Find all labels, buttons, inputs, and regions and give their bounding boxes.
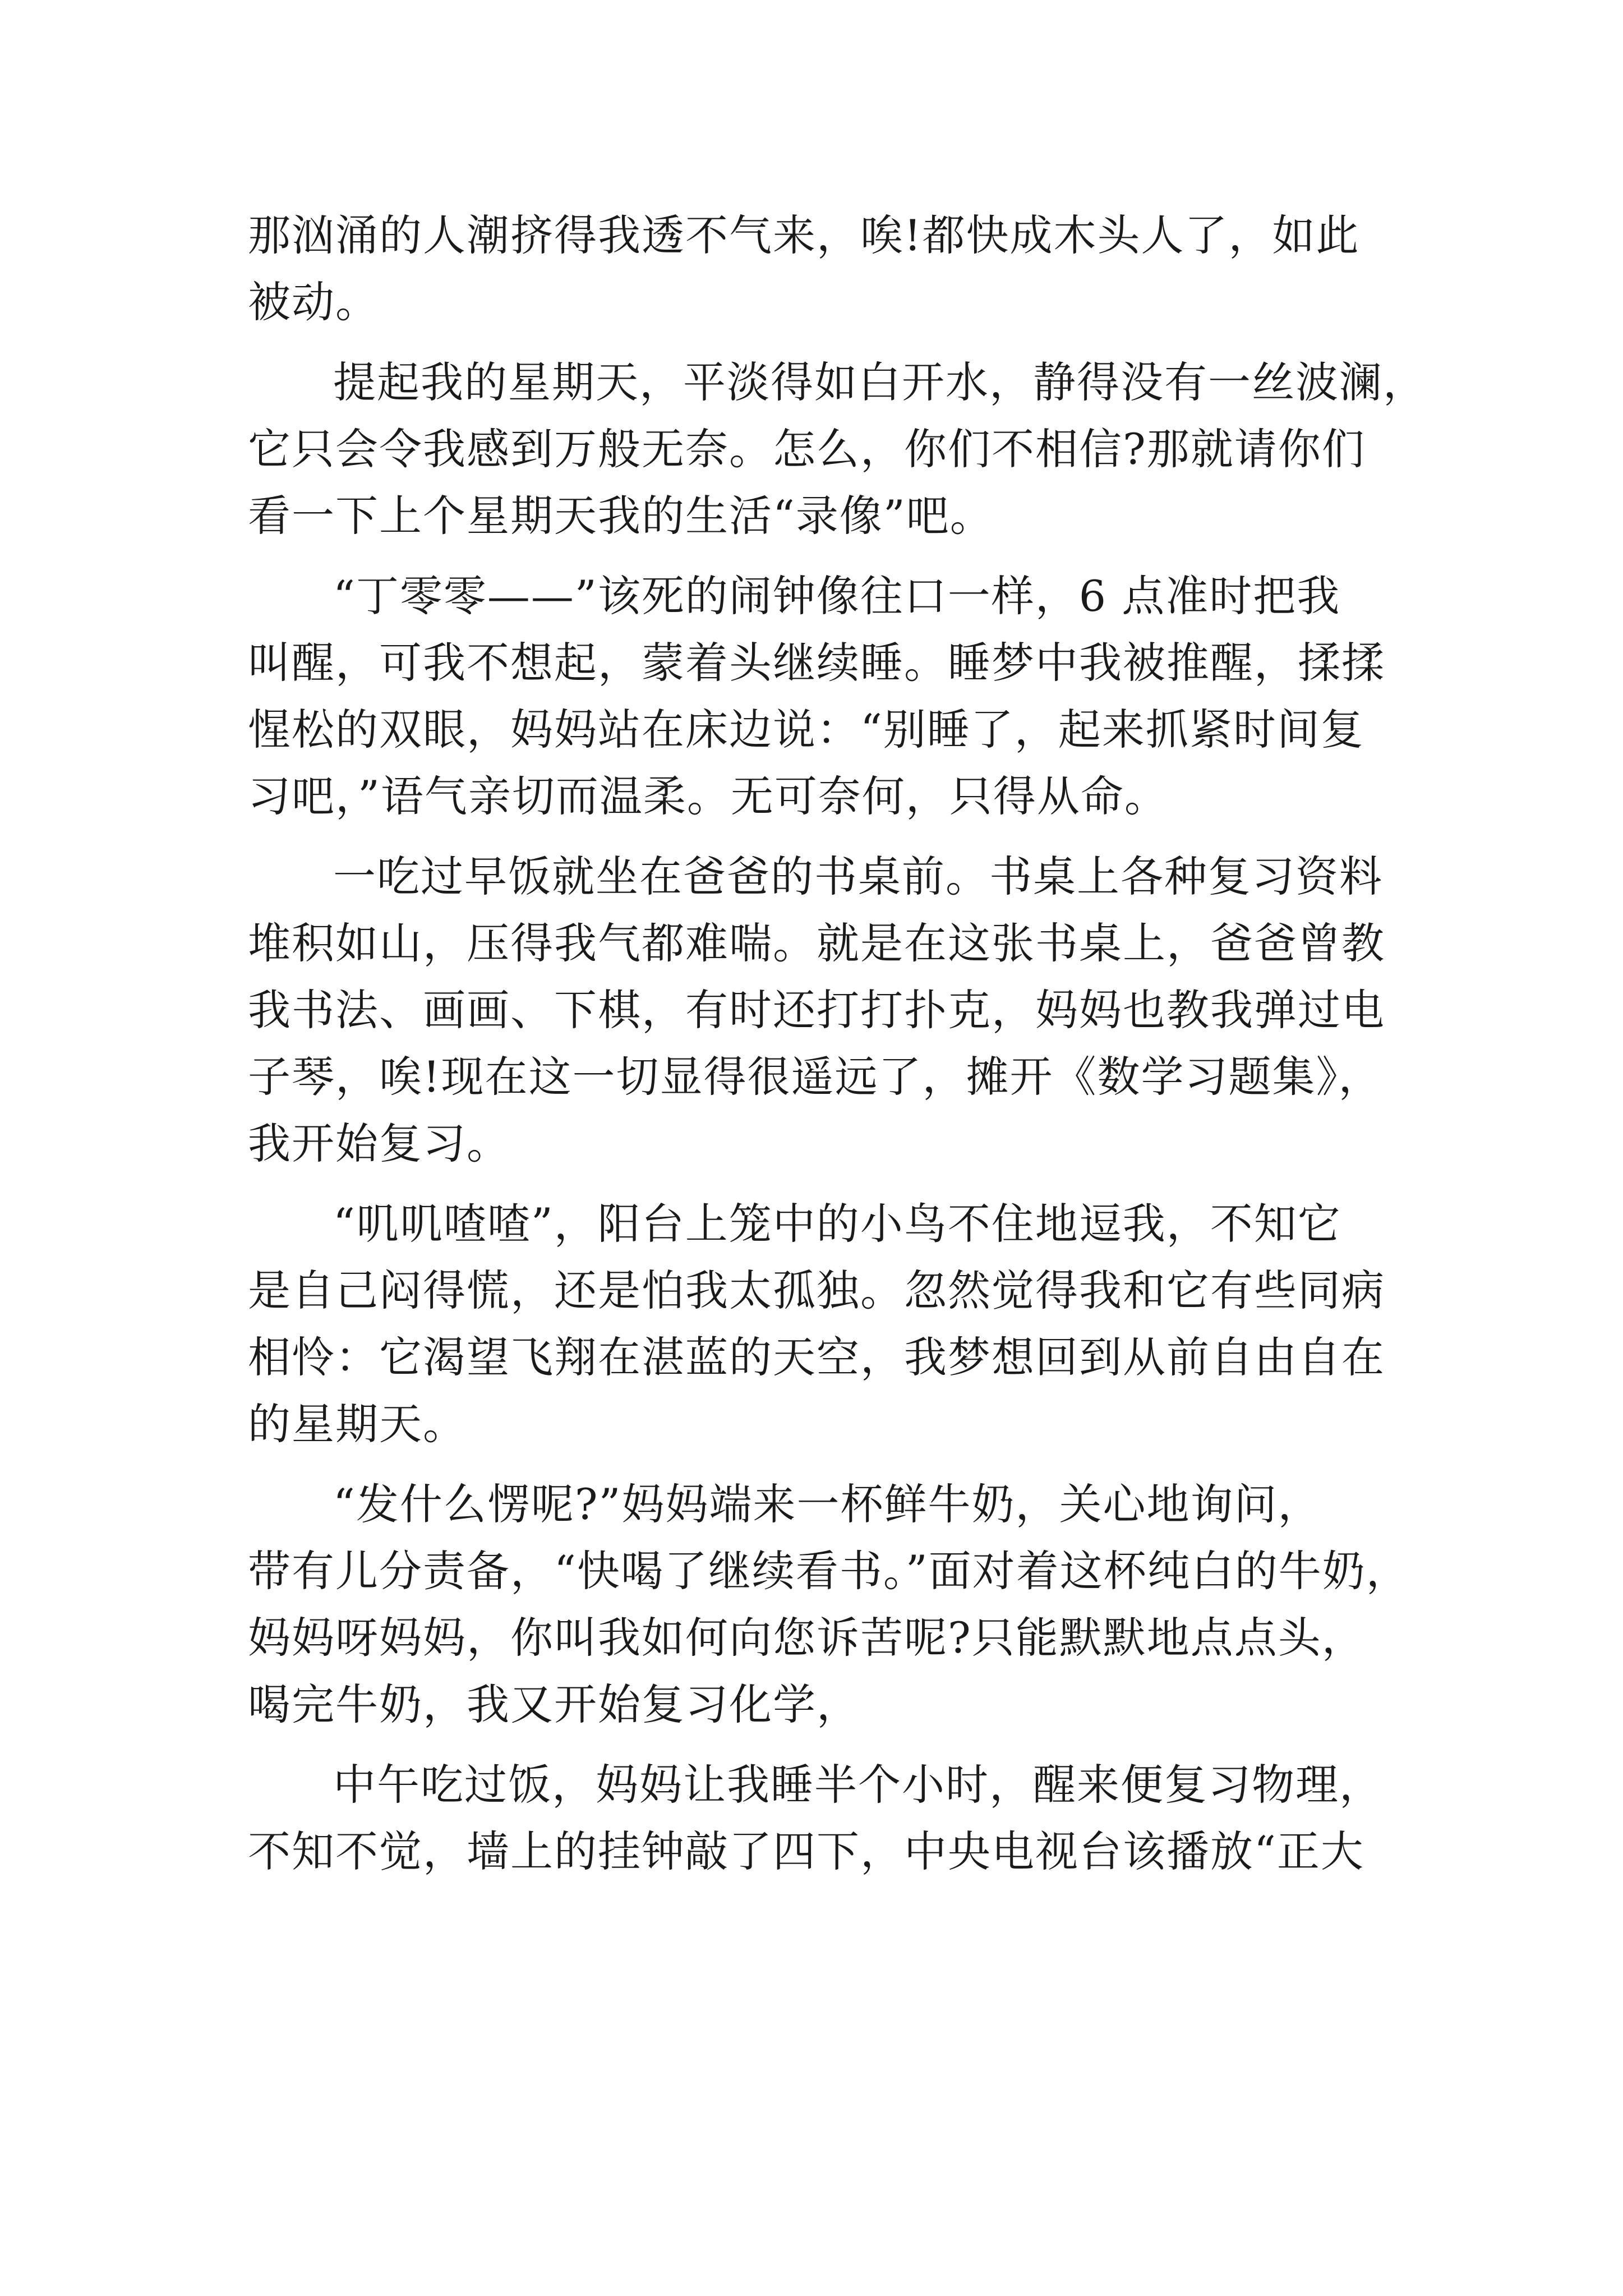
text-line: 我开始复习。 xyxy=(248,1119,510,1168)
text-line: 妈妈呀妈妈，你叫我如何向您诉苦呢?只能默默地点点头， xyxy=(248,1613,1366,1663)
text-line: 提起我的星期天，平淡得如白开水，静得没有一丝波澜， xyxy=(333,357,1427,407)
text-line: 我书法、画画、下棋，有时还打打扑克，妈妈也教我弹过电 xyxy=(248,985,1385,1035)
text-line: 看一下上个星期天我的生活“录像”吧。 xyxy=(248,491,994,541)
text-line: 习吧，”语气亲切而温柔。无可奈何，只得从命。 xyxy=(248,771,1168,821)
text-line: 中午吃过饭，妈妈让我睡半个小时，醒来便复习物理， xyxy=(333,1760,1383,1810)
text-line: 那汹涌的人潮挤得我透不气来，唉!都快成木头人了，如此 xyxy=(248,210,1360,260)
text-line: 堆积如山，压得我气都难喘。就是在这张书桌上，爸爸曾教 xyxy=(248,918,1385,968)
paragraph xyxy=(248,843,1392,1177)
text-line: 一吃过早饭就坐在爸爸的书桌前。书桌上各种复习资料 xyxy=(333,852,1383,901)
text-line: 子琴，唉!现在这一切显得很遥远了，摊开《数学习题集》， xyxy=(248,1052,1382,1102)
paragraph xyxy=(248,202,1392,335)
text-line: 的星期天。 xyxy=(248,1399,467,1449)
text-line: 相怜：它渴望飞翔在湛蓝的天空，我梦想回到从前自由自在 xyxy=(248,1332,1385,1382)
text-line: 它只会令我感到万般无奈。怎么，你们不相信?那就请你们 xyxy=(248,424,1366,474)
text-line: “发什么愣呢?”妈妈端来一杯鲜牛奶，关心地询问， xyxy=(333,1479,1322,1529)
text-line: 喝完牛奶，我又开始复习化学， xyxy=(248,1680,860,1729)
body-text xyxy=(248,202,1427,1885)
text-line: 叫醒，可我不想起，蒙着头继续睡。睡梦中我被推醒，揉揉 xyxy=(248,638,1385,688)
text-line: “丁零零——”该死的闹钟像往口一样，6 点准时把我 xyxy=(333,571,1341,621)
paragraph xyxy=(248,1471,1410,1738)
paragraph xyxy=(248,349,1427,549)
text-line: 惺松的双眼，妈妈站在床边说：“别睡了，起来抓紧时间复 xyxy=(248,705,1364,754)
paragraph xyxy=(248,1751,1392,1885)
text-line: 带有儿分责备，“快喝了继续看书。”面对着这杯纯白的牛奶， xyxy=(248,1546,1410,1596)
text-line: 不知不觉，墙上的挂钟敲了四下，中央电视台该播放“正大 xyxy=(248,1826,1364,1876)
text-line: 被动。 xyxy=(248,277,379,327)
paragraph xyxy=(248,1190,1392,1457)
text-line: “叽叽喳喳”，阳台上笼中的小鸟不住地逗我，不知它 xyxy=(333,1199,1341,1249)
paragraph xyxy=(248,563,1392,830)
text-line: 是自己闷得慌，还是怕我太孤独。忽然觉得我和它有些同病 xyxy=(248,1266,1385,1315)
